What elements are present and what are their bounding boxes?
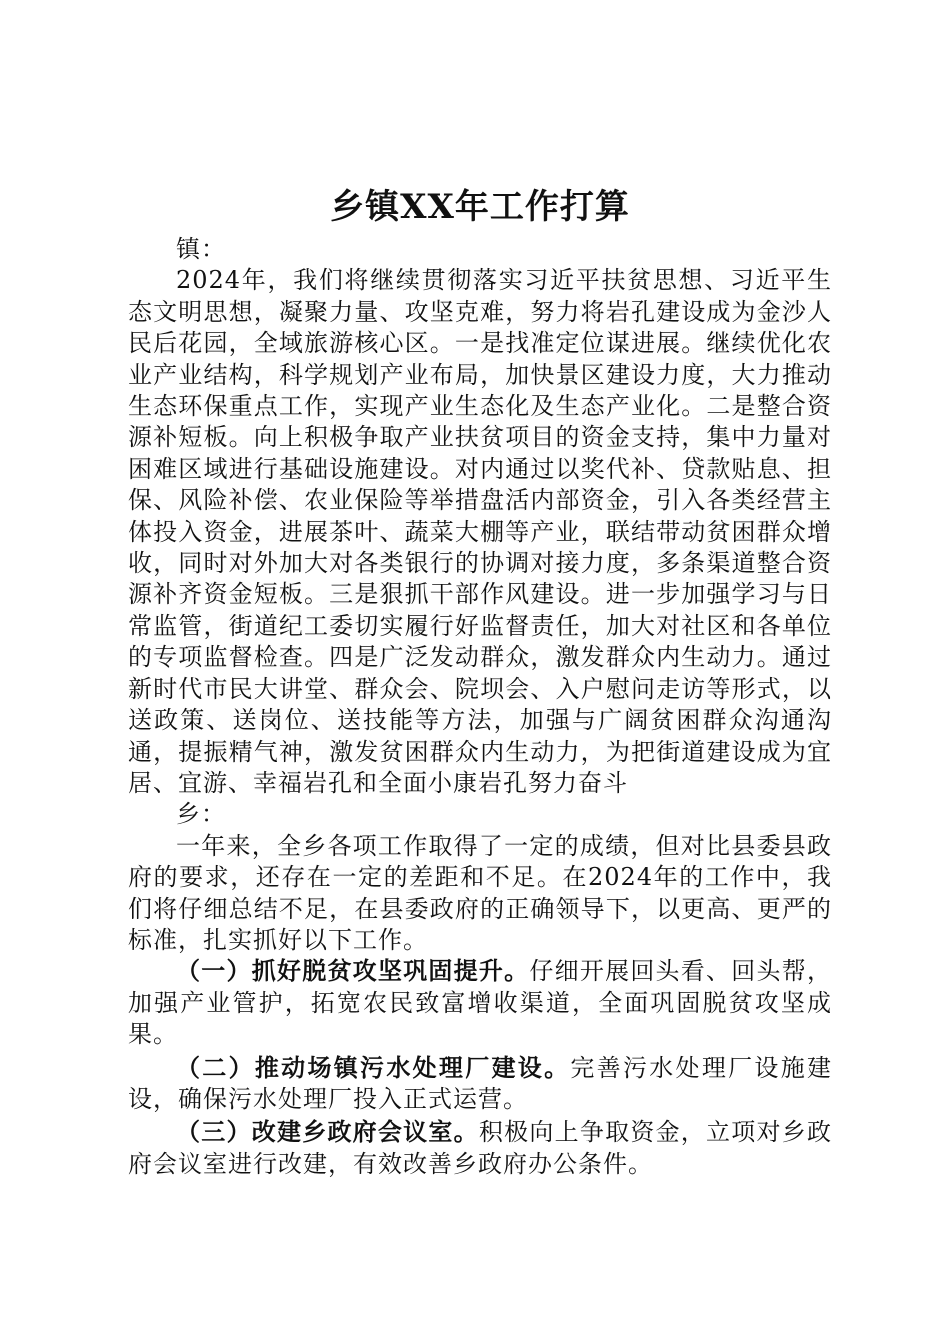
work-item-heading: （三）改建乡政府会议室。 [176, 1118, 479, 1147]
work-item-heading: （二）推动场镇污水处理厂建设。 [176, 1053, 571, 1082]
section-township-intro: 一年来，全乡各项工作取得了一定的成绩，但对比县委县政府的要求，还存在一定的差距和不足。在2024年的工作中，我们将仔细总结不足，在县委政府的正确领导下，以更高、更严的标准，扎实抓好以下工作。 [128, 831, 832, 954]
document-page [128, 180, 832, 1180]
work-item-text: 积极向上争取资金，立项对乡政府会议室进行改建，有效改善乡政府办公条件。 [128, 1118, 833, 1178]
work-item-text: 仔细开展回头看、回头帮，加强产业管护，拓宽农民致富增收渠道，全面巩固脱贫攻坚成果。 [128, 957, 832, 1049]
work-item-2 [128, 1053, 832, 1116]
work-item-heading: （一）抓好脱贫攻坚巩固提升。 [176, 957, 530, 986]
section-town-body: 2024年，我们将继续贯彻落实习近平扶贫思想、习近平生态文明思想，凝聚力量、攻坚克难，努力将岩孔建设成为金沙人民后花园，全域旅游核心区。一是找准定位谋进展。继续优化农业产业结构，科学规划产业布局，加快景区建设力度，大力推动生态环保重点工作，实现产业生态化及生态产业化。二是整合资源补短板。向上积极争取产业扶贫项目的资金支持，集中力量对困难区域进行基础设施建设。对内通过以奖代补、贷款贴息、担保、风险补偿、农业保险等举措盘活内部资金，引入各类经营主体投入资金，进展茶叶、蔬菜大棚等产业，联结带动贫困群众增收，同时对外加大对各类银行的协调对接力度，多条渠道整合资源补齐资金短板。三是狠抓干部作风建设。进一步加强学习与日常监管，街道纪工委切实履行好监督责任，加大对社区和各单位的专项监督检查。四是广泛发动群众，激发群众内生动力。通过新时代市民大讲堂、群众会、院坝会、入户慰问走访等形式，以送政策、送岗位、送技能等方法，加强与广阔贫困群众沟通沟通，提振精气神，激发贫困群众内生动力，为把街道建设成为宜居、宜游、幸福岩孔和全面小康岩孔努力奋斗 [128, 266, 832, 797]
section-township-label: 乡： [176, 800, 226, 829]
work-item-3 [128, 1117, 832, 1180]
work-item-1 [128, 956, 832, 1050]
document-title: 乡镇XX年工作打算 [330, 187, 630, 227]
work-item-text: 完善污水处理厂设施建设，确保污水处理厂投入正式运营。 [128, 1053, 832, 1113]
section-town-label: 镇： [176, 235, 226, 263]
